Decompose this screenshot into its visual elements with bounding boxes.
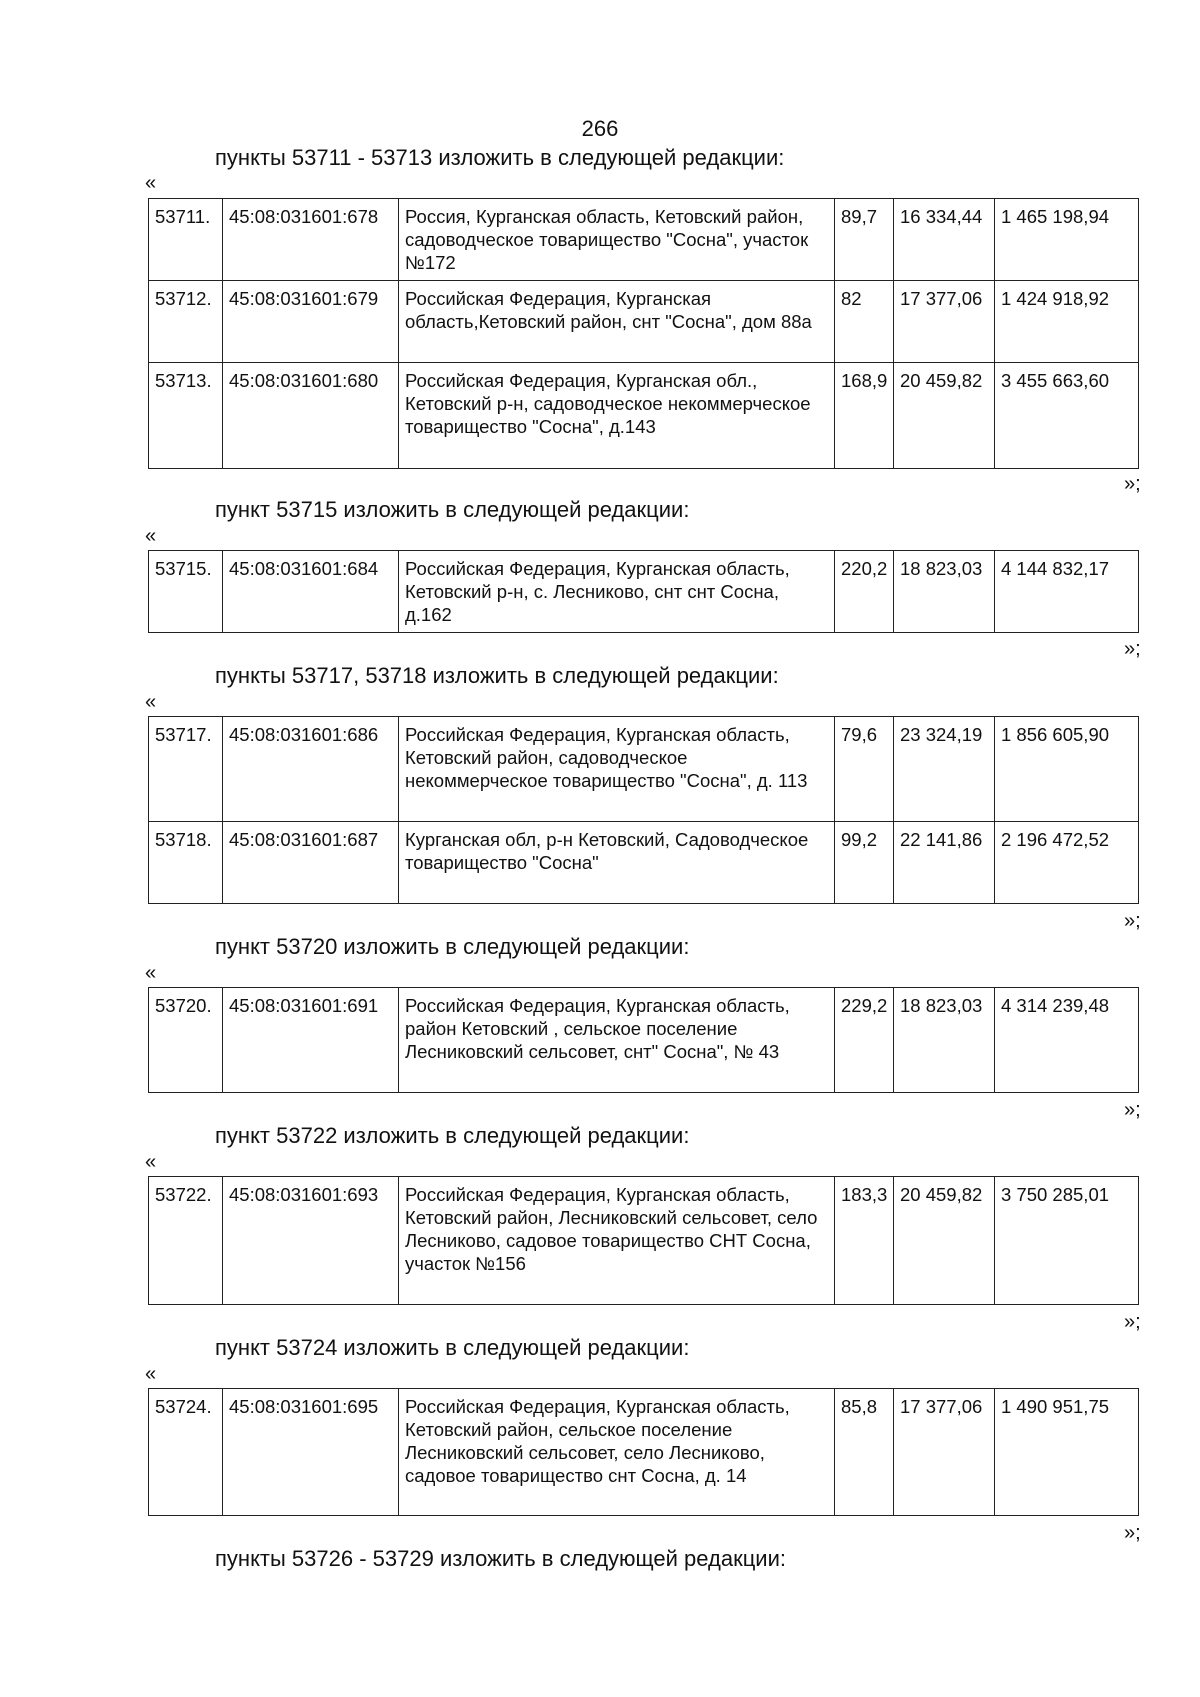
open-quote: « <box>145 525 157 547</box>
property-table <box>148 716 1139 904</box>
section-intro: пункт 53715 изложить в следующей редакции: <box>215 497 690 522</box>
section-intro: пункт 53720 изложить в следующей редакции: <box>215 934 690 959</box>
area: 89,7 <box>835 199 894 281</box>
section-intro: пункты 53726 - 53729 изложить в следующей редакции: <box>215 1546 787 1571</box>
open-quote: « <box>145 1151 157 1173</box>
cadastral-number: 45:08:031601:695 <box>223 1389 399 1516</box>
total-value: 4 144 832,17 <box>995 551 1139 633</box>
address: Курганская обл, р-н Кетовский, Садоводческое товарищество "Сосна" <box>399 822 835 904</box>
section-intro: пункты 53711 - 53713 изложить в следующей редакции: <box>215 145 785 170</box>
table-row <box>149 717 1139 822</box>
area: 82 <box>835 281 894 363</box>
total-value: 1 856 605,90 <box>995 717 1139 822</box>
unit-price: 20 459,82 <box>894 1177 995 1305</box>
unit-price: 20 459,82 <box>894 363 995 469</box>
total-value: 4 314 239,48 <box>995 988 1139 1093</box>
area: 99,2 <box>835 822 894 904</box>
item-number: 53720. <box>149 988 223 1093</box>
page-number: 266 <box>581 116 619 141</box>
unit-price: 17 377,06 <box>894 1389 995 1516</box>
close-quote: »; <box>1124 638 1141 660</box>
section-intro: пункт 53724 изложить в следующей редакции: <box>215 1335 690 1360</box>
area: 85,8 <box>835 1389 894 1516</box>
area: 79,6 <box>835 717 894 822</box>
section-intro: пункты 53717, 53718 изложить в следующей редакции: <box>215 663 779 688</box>
area: 168,9 <box>835 363 894 469</box>
open-quote: « <box>145 962 157 984</box>
property-table <box>148 987 1139 1093</box>
address: Российская Федерация, Курганская обл., Кетовский р-н, садоводческое некоммерческое товарищество "Сосна", д.143 <box>399 363 835 469</box>
total-value: 2 196 472,52 <box>995 822 1139 904</box>
item-number: 53722. <box>149 1177 223 1305</box>
item-number: 53712. <box>149 281 223 363</box>
area: 220,2 <box>835 551 894 633</box>
close-quote: »; <box>1124 473 1141 495</box>
item-number: 53713. <box>149 363 223 469</box>
total-value: 1 424 918,92 <box>995 281 1139 363</box>
address: Российская Федерация, Курганская область, Кетовский район, садоводческое некоммерческое товарищество "Сосна", д. 113 <box>399 717 835 822</box>
total-value: 3 455 663,60 <box>995 363 1139 469</box>
area: 183,3 <box>835 1177 894 1305</box>
total-value: 1 490 951,75 <box>995 1389 1139 1516</box>
table-row <box>149 281 1139 363</box>
total-value: 3 750 285,01 <box>995 1177 1139 1305</box>
table-row <box>149 363 1139 469</box>
cadastral-number: 45:08:031601:687 <box>223 822 399 904</box>
item-number: 53715. <box>149 551 223 633</box>
total-value: 1 465 198,94 <box>995 199 1139 281</box>
close-quote: »; <box>1124 1099 1141 1121</box>
unit-price: 16 334,44 <box>894 199 995 281</box>
item-number: 53711. <box>149 199 223 281</box>
address: Российская Федерация, Курганская область, Кетовский район, Лесниковский сельсовет, село Лесниково, садовое товарищество СНТ Сосна, участок №156 <box>399 1177 835 1305</box>
address: Российская Федерация, Курганская область, Кетовский район, сельское поселение Лесниковский сельсовет, село Лесниково, садовое товарищество снт Сосна, д. 14 <box>399 1389 835 1516</box>
unit-price: 23 324,19 <box>894 717 995 822</box>
cadastral-number: 45:08:031601:686 <box>223 717 399 822</box>
item-number: 53718. <box>149 822 223 904</box>
item-number: 53724. <box>149 1389 223 1516</box>
address: Российская Федерация, Курганская область, Кетовский р-н, с. Лесниково, снт снт Сосна, д.162 <box>399 551 835 633</box>
table-row <box>149 551 1139 633</box>
unit-price: 17 377,06 <box>894 281 995 363</box>
address: Россия, Курганская область, Кетовский район, садоводческое товарищество "Сосна", участок №172 <box>399 199 835 281</box>
close-quote: »; <box>1124 1311 1141 1333</box>
table-row <box>149 988 1139 1093</box>
unit-price: 22 141,86 <box>894 822 995 904</box>
property-table <box>148 1176 1139 1305</box>
table-row <box>149 1177 1139 1305</box>
close-quote: »; <box>1124 1522 1141 1544</box>
cadastral-number: 45:08:031601:680 <box>223 363 399 469</box>
table-row <box>149 199 1139 281</box>
table-row <box>149 1389 1139 1516</box>
unit-price: 18 823,03 <box>894 988 995 1093</box>
address: Российская Федерация, Курганская область, район Кетовский , сельское поселение Лесниковский сельсовет, снт" Сосна", № 43 <box>399 988 835 1093</box>
address: Российская Федерация, Курганская область,Кетовский район, снт "Сосна", дом 88а <box>399 281 835 363</box>
table-row <box>149 822 1139 904</box>
property-table <box>148 198 1139 469</box>
open-quote: « <box>145 691 157 713</box>
cadastral-number: 45:08:031601:679 <box>223 281 399 363</box>
section-intro: пункт 53722 изложить в следующей редакции: <box>215 1123 690 1148</box>
open-quote: « <box>145 172 157 194</box>
property-table <box>148 1388 1139 1516</box>
unit-price: 18 823,03 <box>894 551 995 633</box>
cadastral-number: 45:08:031601:684 <box>223 551 399 633</box>
cadastral-number: 45:08:031601:693 <box>223 1177 399 1305</box>
cadastral-number: 45:08:031601:691 <box>223 988 399 1093</box>
open-quote: « <box>145 1363 157 1385</box>
close-quote: »; <box>1124 910 1141 932</box>
property-table <box>148 550 1139 633</box>
area: 229,2 <box>835 988 894 1093</box>
cadastral-number: 45:08:031601:678 <box>223 199 399 281</box>
item-number: 53717. <box>149 717 223 822</box>
